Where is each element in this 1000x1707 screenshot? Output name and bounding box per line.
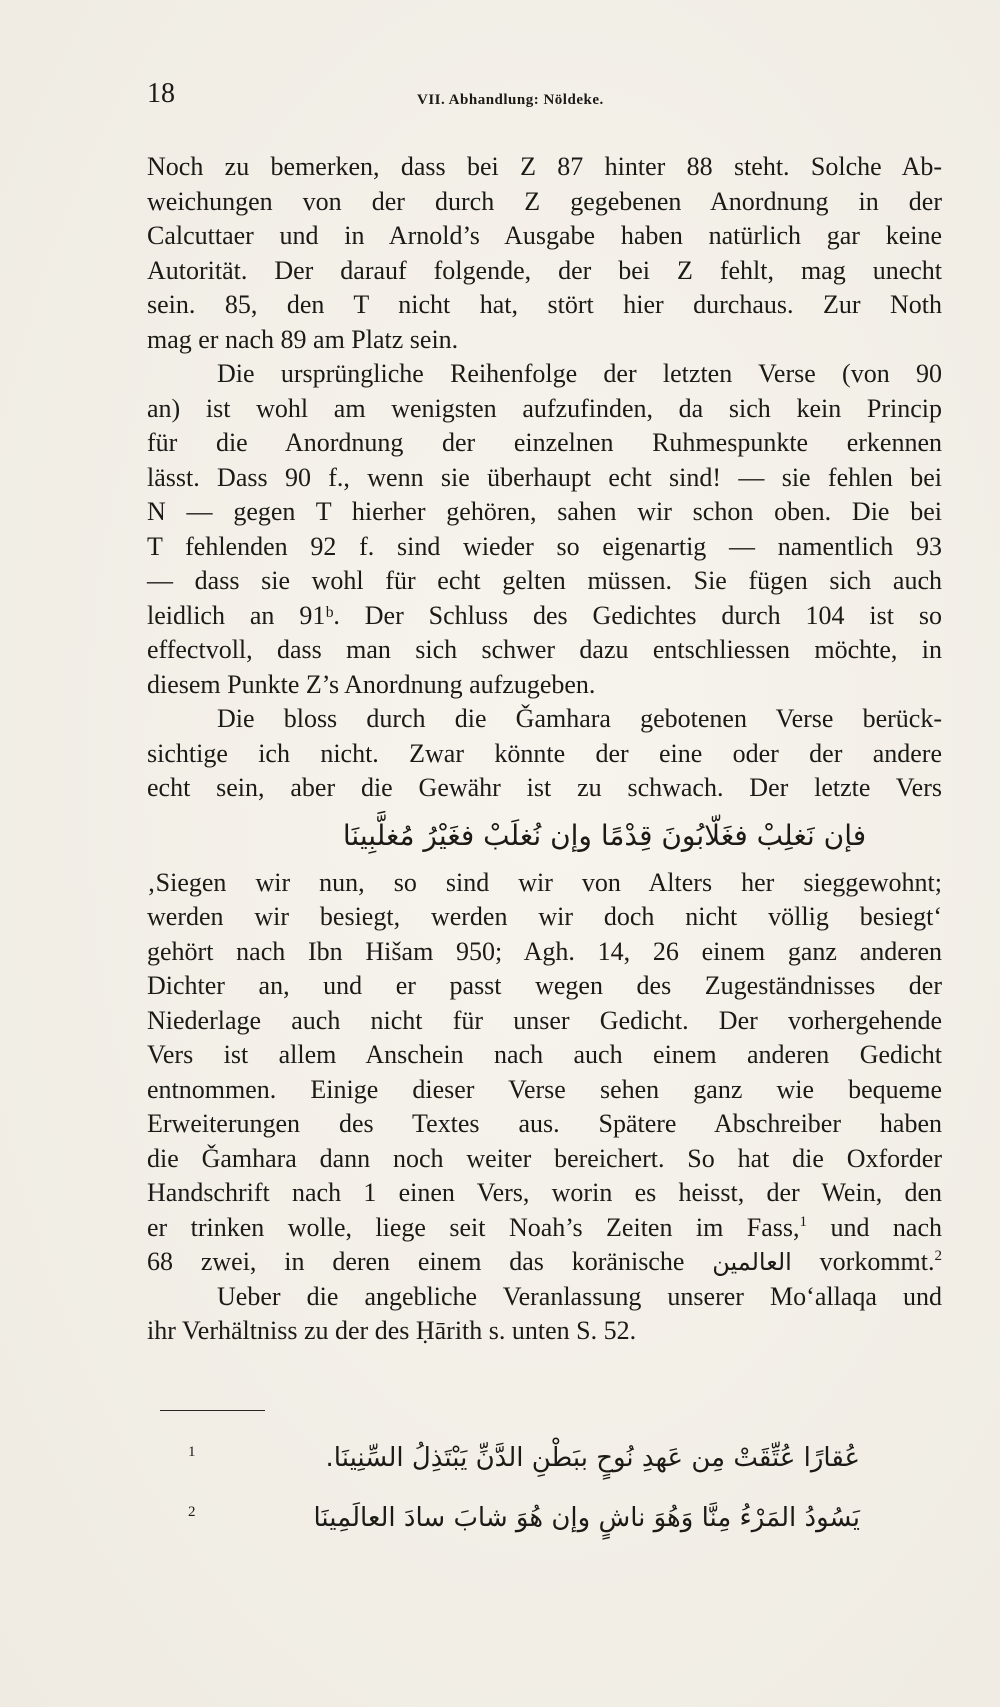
- text-line: gehört nach Ibn Hišam 950; Agh. 14, 26 einem ganz anderen: [147, 936, 942, 966]
- text-line: Handschrift nach 1 einen Vers, worin es heisst, der Wein, den: [147, 1178, 942, 1207]
- footnote-arabic-text: يَسُودُ المَرْءُ مِنَّا وَهُوَ ناشٍ وإن هُوَ شابَ سادَ العالَمِينَا: [313, 1503, 860, 1533]
- text-line: diesem Punkte Z’s Anordnung aufzugeben.: [147, 669, 596, 699]
- main-text: [147, 150, 942, 1349]
- text-line: Autorität. Der darauf folgende, der bei Z fehlt, mag unecht: [147, 255, 942, 285]
- text-line: Die bloss durch die Ǧamhara gebotenen Verse berück-: [217, 704, 942, 733]
- footnotes: [170, 1428, 950, 1548]
- text-line: Erweiterungen des Textes aus. Spätere Abschreiber haben: [147, 1109, 942, 1138]
- text-line: — dass sie wohl für echt gelten müssen. Sie fügen sich auch: [147, 566, 942, 595]
- page-number: 18: [147, 78, 175, 109]
- footnote-arabic-text: عُقارًا عُتِّقَتْ مِن عَهدِ نُوحٍ ببَطْنِ الدَّنِّ يَبْتَذِلُ السِّنِينَا.: [325, 1443, 860, 1473]
- text-line: die Ǧamhara dann noch weiter bereichert. So hat die Oxforder: [147, 1143, 942, 1173]
- running-head: VII. Abhandlung: Nöldeke.: [417, 92, 604, 108]
- text-line: werden wir besiegt, werden wir doch nicht völlig besiegt‘: [147, 902, 942, 931]
- text-line-with-note: [147, 1211, 942, 1246]
- text-line: leidlich an 91ᵇ. Der Schluss des Gedichtes durch 104 ist so: [147, 600, 942, 630]
- text-line: echt sein, aber die Gewähr ist zu schwach. Der letzte Vers: [147, 773, 942, 802]
- text-line: Die ursprüngliche Reihenfolge der letzten Verse (von 90: [217, 359, 942, 388]
- arabic-verse: فإن نَغلِبْ فغَلّابُونَ قِدْمًا وإن نُغلَبْ فغَيْرُ مُغلَّبِينَا: [342, 818, 867, 852]
- text-fragment: und nach: [830, 1212, 943, 1242]
- text-line: entnommen. Einige dieser Verse sehen ganz wie bequeme: [147, 1074, 942, 1104]
- footnote-marker: 1: [188, 1444, 196, 1460]
- text-line: Calcuttaer und in Arnold’s Ausgabe haben natürlich gar keine: [147, 221, 942, 250]
- text-line: weichungen von der durch Z gegebenen Anordnung in der: [147, 186, 942, 216]
- text-line: für die Anordnung der einzelnen Ruhmespunkte erkennen: [147, 428, 942, 457]
- footnote-reference[interactable]: 2: [934, 1248, 942, 1264]
- text-fragment: 68 zwei, in deren einem das koränische: [147, 1247, 685, 1276]
- text-line: N — gegen T hierher gehören, sahen wir schon oben. Die bei: [147, 497, 942, 526]
- text-line: Noch zu bemerken, dass bei Z 87 hinter 88 steht. Solche Ab-: [147, 152, 942, 181]
- text-line: Niederlage auch nicht für unser Gedicht. Der vorhergehende: [147, 1005, 942, 1035]
- text-line: T fehlenden 92 f. sind wieder so eigenartig — namentlich 93: [147, 531, 942, 561]
- text-line: Dichter an, und er passt wegen des Zugeständnisses der: [147, 971, 942, 1000]
- arabic-word: العالمين: [712, 1248, 792, 1276]
- footnote-rule: [160, 1410, 265, 1411]
- page-header: [147, 78, 942, 118]
- footnote-reference[interactable]: 1: [799, 1213, 808, 1230]
- text-line: Vers ist allem Anschein nach auch einem anderen Gedicht: [147, 1040, 942, 1069]
- footnote: [170, 1428, 950, 1488]
- text-line: mag er nach 89 am Platz sein.: [147, 324, 459, 354]
- text-fragment: vorkommt.: [819, 1247, 935, 1276]
- text-line-with-arabic: [147, 1245, 942, 1280]
- text-line: sichtige ich nicht. Zwar könnte der eine oder der andere: [147, 738, 942, 768]
- text-line: ‚Siegen wir nun, so sind wir von Alters her sieggewohnt;: [147, 867, 942, 897]
- footnote-marker: 2: [188, 1504, 196, 1520]
- text-line: an) ist wohl am wenigsten aufzufinden, da sich kein Princip: [147, 393, 942, 423]
- text-line: sein. 85, den T nicht hat, stört hier durchaus. Zur Noth: [147, 290, 942, 319]
- text-line: Ueber die angebliche Veranlassung unserer Mo‘allaqa und: [217, 1281, 942, 1311]
- text-line: lässt. Dass 90 f., wenn sie überhaupt echt sind! — sie fehlen bei: [147, 462, 942, 492]
- text-line: ihr Verhältniss zu der des Ḥārith s. unten S. 52.: [147, 1316, 637, 1345]
- text-line: effectvoll, dass man sich schwer dazu entschliessen möchte, in: [147, 635, 942, 664]
- footnote: [170, 1488, 950, 1548]
- text-fragment: er trinken wolle, liege seit Noah’s Zeiten im Fass,: [147, 1212, 800, 1242]
